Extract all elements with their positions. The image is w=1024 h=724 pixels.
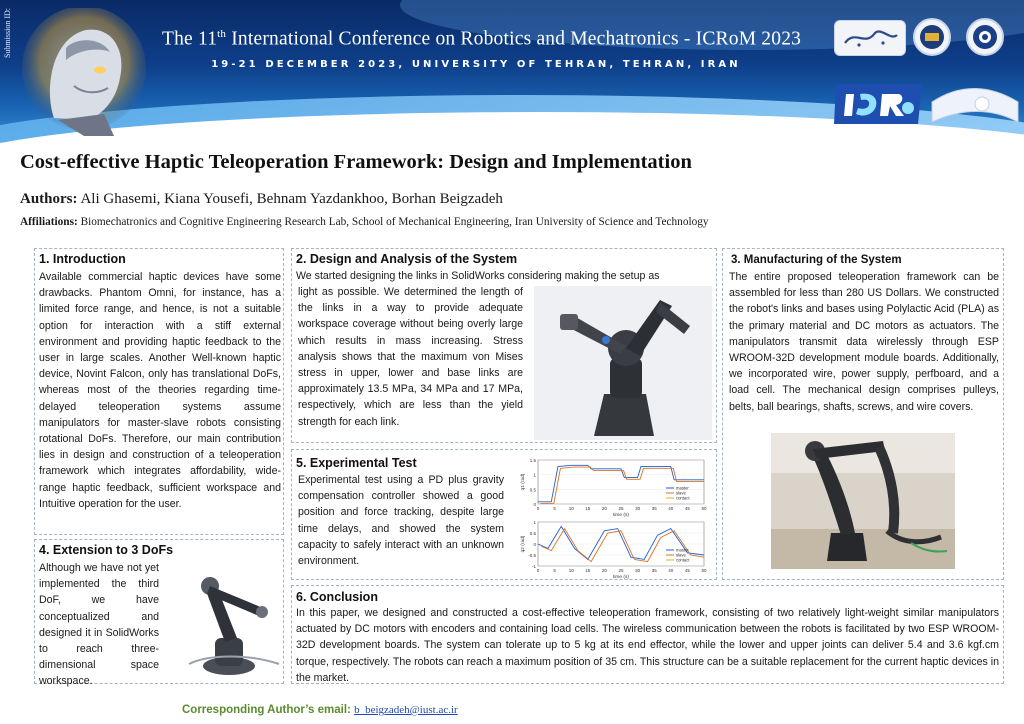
x-tick-label: 45 bbox=[684, 568, 690, 573]
x-tick-label: 25 bbox=[618, 568, 624, 573]
section-heading: 4. Extension to 3 DoFs bbox=[39, 543, 174, 557]
legend-entry: contact bbox=[676, 495, 690, 501]
conference-title-rest: International Conference on Robotics and Mechatronics - ICRoM 2023 bbox=[226, 28, 802, 50]
x-tick-label: 30 bbox=[635, 506, 641, 511]
manufactured-robot-photo bbox=[771, 433, 955, 569]
email-label: Corresponding Author’s email: bbox=[182, 704, 355, 716]
affiliations-line bbox=[20, 216, 709, 228]
x-tick-label: 5 bbox=[553, 568, 556, 573]
conference-banner bbox=[0, 0, 1024, 145]
authors-names: Ali Ghasemi, Kiana Yousefi, Behnam Yazdankhoo, Borhan Beigzadeh bbox=[77, 191, 503, 207]
x-tick-label: 20 bbox=[601, 568, 607, 573]
section-body: In this paper, we designed and constructed a cost-effective teleoperation framework, consisting of two relatively light-weight similar manipulators actuated by DC motors with encoders and containing load cells. The wireless communication between the robots is facilitated by two ESP WROOM-32D development boards. The system can tolerate up to 5 kg at its end effector, while the lower and upper joints can deliver 5.4 and 3.6 kgf.cm torque, respectively. The robots can reach a maximum position of 35 cm. This structure can be a suitable replacement for the current haptic devices in the market. bbox=[296, 607, 999, 684]
x-tick-label: 50 bbox=[701, 568, 707, 573]
x-tick-label: 35 bbox=[651, 506, 657, 511]
x-axis-label: time (s) bbox=[613, 575, 629, 580]
authors-label: Authors: bbox=[20, 191, 78, 207]
submission-id-label: Submission ID: bbox=[3, 8, 12, 59]
x-tick-label: 10 bbox=[568, 568, 574, 573]
y-tick-label: 0 bbox=[533, 502, 536, 507]
y-axis-label: q1 (rad) bbox=[521, 473, 526, 491]
institute-logo-2 bbox=[966, 18, 1004, 56]
legend-entry: contact bbox=[676, 557, 690, 563]
y-tick-label: 1 bbox=[533, 520, 536, 525]
paper-title: Cost-effective Haptic Teleoperation Framework: Design and Implementation bbox=[20, 151, 692, 173]
authors-line bbox=[20, 191, 503, 208]
y-axis-label: q2 (rad) bbox=[521, 535, 526, 553]
affiliations-label: Affiliations: bbox=[20, 216, 78, 228]
seal-icon bbox=[968, 20, 1002, 54]
affiliations-text: Biomechatronics and Cognitive Engineering Research Lab, School of Mechanical Engineering, Iran University of Science and Technology bbox=[77, 216, 709, 228]
x-tick-label: 40 bbox=[668, 506, 674, 511]
x-tick-label: 0 bbox=[536, 568, 540, 573]
legend-entry: master bbox=[676, 485, 689, 491]
section-experimental bbox=[291, 449, 717, 580]
icrom-logo bbox=[832, 72, 1022, 132]
x-tick-label: 35 bbox=[651, 568, 657, 573]
section-body: The entire proposed teleoperation framework can be assembled for less than 280 US Dollars. We constructed the robot's links and bases using Polylactic Acid (PLA) as the primary material and DC motors as actuators. The manipulators transmit data wirelessly through ESP WROOM-32D development module boards. Additionally, we incorporated wire, power supply, perfboard, and a load cell. The mechanical design comprises pulleys, belts, ball bearings, shafts, screws, and wire covers. bbox=[729, 271, 999, 413]
section-introduction bbox=[34, 248, 284, 535]
y-tick-label: 0 bbox=[533, 542, 536, 547]
y-tick-label: 0.5 bbox=[529, 487, 536, 493]
y-tick-label: 1.5 bbox=[529, 458, 536, 463]
section-body: Experimental test using a PD plus gravity compensation controller showed a good position and force tracking, despite large time delays, and showed the system capacity to safely interact with an unknown environment. bbox=[298, 474, 504, 568]
conference-title-sup: th bbox=[217, 28, 227, 40]
corresponding-author bbox=[182, 700, 458, 718]
section-heading: 2. Design and Analysis of the System bbox=[296, 252, 518, 266]
email-link[interactable]: b_beigzadeh@iust.ac.ir bbox=[354, 704, 458, 716]
legend-entry: slave bbox=[676, 490, 686, 496]
x-tick-label: 15 bbox=[585, 568, 591, 573]
section-heading: 6. Conclusion bbox=[296, 590, 378, 604]
legend-entry: slave bbox=[676, 552, 686, 558]
robot-head-illustration bbox=[14, 8, 154, 136]
x-tick-label: 10 bbox=[568, 506, 574, 511]
section-heading: 3. Manufacturing of the System bbox=[731, 254, 902, 266]
solidworks-arm-render bbox=[534, 286, 712, 440]
section-conclusion bbox=[291, 585, 1004, 684]
tracking-plots bbox=[516, 456, 712, 580]
section-body: Available commercial haptic devices have some drawbacks. Phantom Omni, for instance, has a limited force range, and hence, is not a suitable option for interaction with a stiff external environment and providing haptic feedback to the user in large scales. Another Well-known haptic device, Novint Falcon, only has translational DoFs, whereas most of the theories regarding time-delayed teleoperation systems assume manipulators for master-slave robots consisting rotational DoFs. Therefore, our main contribution lies in design and construction of a teleoperation framework which integrates affordability, wide-range haptic feedback, sufficient workspace and Intuitive operation for the user. bbox=[39, 271, 281, 510]
conference-subtitle: 19-21 DECEMBER 2023, UNIVERSITY OF TEHRAN, TEHRAN, IRAN bbox=[211, 59, 741, 70]
conference-title-prefix: The 11 bbox=[162, 28, 218, 50]
section-extension bbox=[34, 539, 284, 688]
calligraphy-logo-icon bbox=[835, 21, 905, 55]
university-logo-rect bbox=[834, 20, 906, 56]
x-tick-label: 5 bbox=[553, 506, 556, 511]
institute-logo-1 bbox=[913, 18, 951, 56]
x-tick-label: 45 bbox=[684, 506, 690, 511]
y-tick-label: -1 bbox=[531, 564, 536, 569]
x-tick-label: 50 bbox=[701, 506, 707, 511]
legend-entry: master bbox=[676, 547, 689, 553]
section-lead: We started designing the links in SolidWorks considering making the setup as bbox=[296, 270, 660, 282]
conference-title bbox=[162, 28, 822, 51]
x-tick-label: 40 bbox=[668, 568, 674, 573]
x-tick-label: 30 bbox=[635, 568, 641, 573]
x-tick-label: 15 bbox=[585, 506, 591, 511]
x-tick-label: 0 bbox=[536, 506, 540, 511]
emblem-icon bbox=[915, 20, 949, 54]
section-heading: 5. Experimental Test bbox=[296, 456, 417, 470]
section-body: light as possible. We determined the length of the links in a way to provide adequate workspace coverage without being overly large which results in mass increasing. Stress analysis shows that the maximum von Mises stress in upper, lower and base links are approximately 13.5 MPa, 34 MPa and 17 MPa, respectively, which are less than the yield strength for each link. bbox=[298, 286, 523, 428]
section-manufacturing bbox=[722, 248, 1004, 580]
y-tick-label: -0.5 bbox=[528, 553, 536, 558]
section-design bbox=[291, 248, 717, 443]
y-tick-label: 1 bbox=[533, 472, 536, 478]
three-dof-arm-figure bbox=[179, 568, 283, 680]
y-tick-label: 0.5 bbox=[529, 531, 536, 536]
x-axis-label: time (s) bbox=[613, 513, 629, 518]
x-tick-label: 20 bbox=[601, 506, 607, 511]
section-body: Although we have not yet implemented the third DoF, we have conceptualized and designed it in SolidWorks to reach three-dimensional space workspace. bbox=[39, 562, 159, 688]
section-heading: 1. Introduction bbox=[39, 252, 126, 266]
x-tick-label: 25 bbox=[618, 506, 624, 511]
